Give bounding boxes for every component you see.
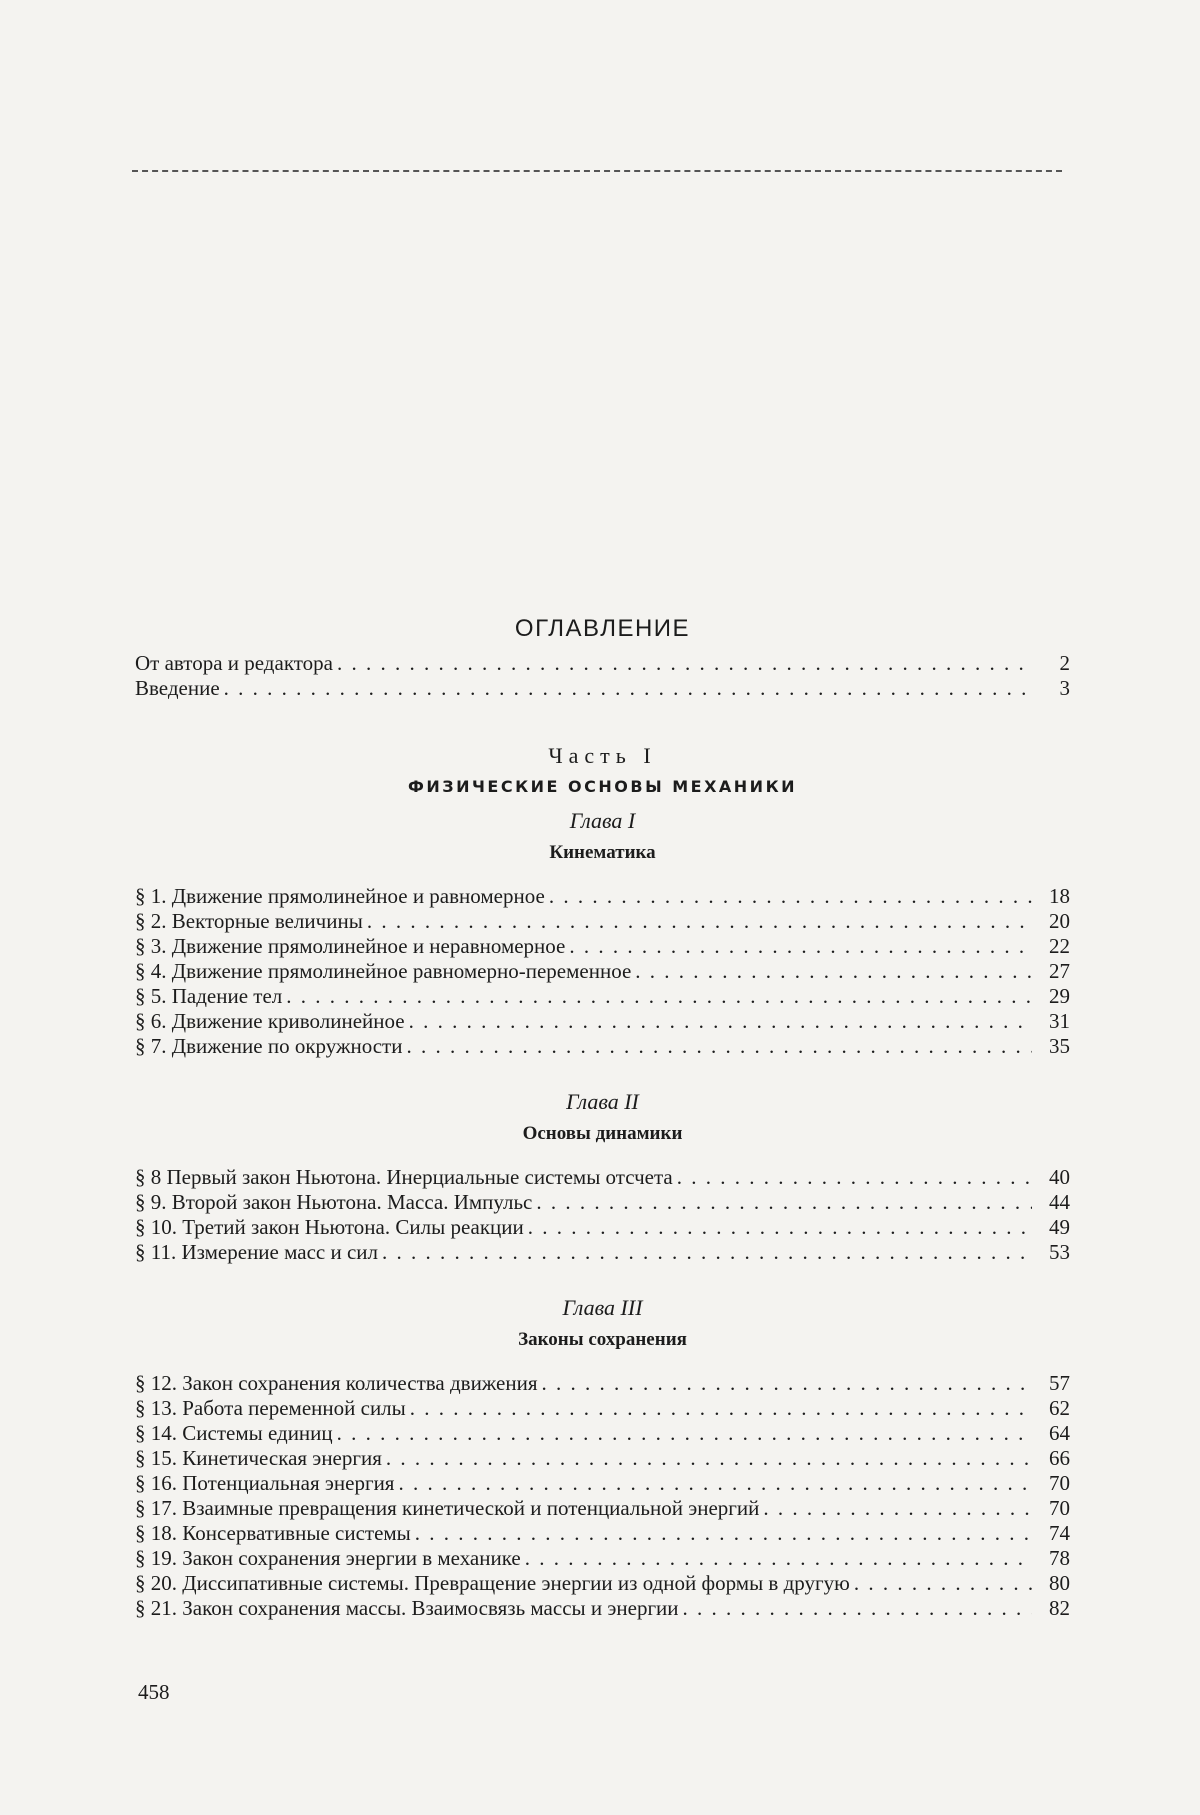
leader-dots: [406, 1034, 1032, 1059]
entry-page: 62: [1049, 1396, 1070, 1420]
table-of-contents: [135, 615, 1070, 1651]
toc-entry[interactable]: [135, 1571, 1070, 1596]
chapter-title: Основы динамики: [522, 1123, 683, 1144]
chapter-label: Глава I: [569, 808, 636, 833]
entry-title: § 10. Третий закон Ньютона. Силы реакции: [135, 1215, 524, 1239]
toc-entry[interactable]: [135, 1165, 1070, 1190]
toc-entry[interactable]: [135, 934, 1070, 959]
entry-title: Введение: [135, 676, 220, 700]
entry-page: 82: [1049, 1596, 1070, 1620]
leader-dots: [398, 1471, 1032, 1496]
leader-dots: [525, 1546, 1032, 1571]
entry-page: 70: [1049, 1496, 1070, 1520]
entry-title: § 4. Движение прямолинейное равномерно-переменное: [135, 959, 632, 983]
toc-entry[interactable]: [135, 1396, 1070, 1421]
entry-title: § 13. Работа переменной силы: [135, 1396, 406, 1420]
toc-entry[interactable]: [135, 676, 1070, 701]
leader-dots: [382, 1240, 1032, 1265]
leader-dots: [410, 1396, 1032, 1421]
entry-title: § 12. Закон сохранения количества движения: [135, 1371, 538, 1395]
entry-title: § 5. Падение тел: [135, 984, 283, 1008]
toc-entry[interactable]: [135, 1496, 1070, 1521]
top-rule: [132, 170, 1062, 172]
chapter-label: Глава II: [566, 1089, 639, 1114]
toc-entry[interactable]: [135, 1471, 1070, 1496]
chapter-sections: [135, 1165, 1070, 1265]
entry-page: 70: [1049, 1471, 1070, 1495]
chapter-title: Кинематика: [549, 842, 656, 863]
entry-page: 74: [1049, 1521, 1070, 1545]
entry-title: § 21. Закон сохранения массы. Взаимосвязь массы и энергии: [135, 1596, 679, 1620]
entry-page: 64: [1049, 1421, 1070, 1445]
chapter-sections: [135, 884, 1070, 1059]
toc-entry[interactable]: [135, 909, 1070, 934]
leader-dots: [635, 959, 1032, 984]
toc-entry[interactable]: [135, 1521, 1070, 1546]
toc-title: ОГЛАВЛЕНИЕ: [514, 615, 691, 642]
entry-page: 31: [1049, 1009, 1070, 1033]
leader-dots: [409, 1009, 1032, 1034]
entry-page: 2: [1059, 651, 1070, 675]
entry-page: 40: [1049, 1165, 1070, 1189]
entry-title: § 20. Диссипативные системы. Превращение энергии из одной формы в другую: [135, 1571, 850, 1595]
entry-page: 44: [1049, 1190, 1070, 1214]
toc-entry[interactable]: [135, 959, 1070, 984]
toc-entry[interactable]: [135, 1034, 1070, 1059]
leader-dots: [569, 934, 1032, 959]
leader-dots: [337, 651, 1032, 676]
toc-entry[interactable]: [135, 884, 1070, 909]
toc-entry[interactable]: [135, 1240, 1070, 1265]
leader-dots: [677, 1165, 1032, 1190]
entry-page: 49: [1049, 1215, 1070, 1239]
leader-dots: [528, 1215, 1032, 1240]
toc-entry[interactable]: [135, 1546, 1070, 1571]
entry-title: § 19. Закон сохранения энергии в механике: [135, 1546, 521, 1570]
toc-entry[interactable]: [135, 1215, 1070, 1240]
chapter-sections: [135, 1371, 1070, 1621]
entry-title: § 6. Движение криволинейное: [135, 1009, 405, 1033]
toc-entry[interactable]: [135, 1446, 1070, 1471]
entry-page: 53: [1049, 1240, 1070, 1264]
entry-title: § 1. Движение прямолинейное и равномерное: [135, 884, 545, 908]
entry-page: 29: [1049, 984, 1070, 1008]
entry-title: § 14. Системы единиц: [135, 1421, 333, 1445]
entry-page: 3: [1059, 676, 1070, 700]
entry-title: § 7. Движение по окружности: [135, 1034, 403, 1058]
leader-dots: [415, 1521, 1032, 1546]
toc-entry[interactable]: [135, 984, 1070, 1009]
toc-entry[interactable]: [135, 1009, 1070, 1034]
entry-title: От автора и редактора: [135, 651, 333, 675]
toc-entry[interactable]: [135, 1371, 1070, 1396]
leader-dots: [763, 1496, 1032, 1521]
entry-title: § 15. Кинетическая энергия: [135, 1446, 382, 1470]
chapter-label: Глава III: [562, 1295, 643, 1320]
entry-page: 18: [1049, 884, 1070, 908]
front-matter: [135, 651, 1070, 701]
entry-page: 27: [1049, 959, 1070, 983]
leader-dots: [536, 1190, 1032, 1215]
entry-page: 80: [1049, 1571, 1070, 1595]
entry-page: 66: [1049, 1446, 1070, 1470]
leader-dots: [386, 1446, 1032, 1471]
entry-title: § 9. Второй закон Ньютона. Масса. Импульс: [135, 1190, 533, 1214]
leader-dots: [367, 909, 1032, 934]
leader-dots: [337, 1421, 1032, 1446]
part-label: Часть I: [548, 743, 657, 768]
leader-dots: [224, 676, 1032, 701]
entry-title: § 18. Консервативные системы: [135, 1521, 411, 1545]
entry-page: 22: [1049, 934, 1070, 958]
leader-dots: [542, 1371, 1033, 1396]
entry-page: 57: [1049, 1371, 1070, 1395]
toc-entry[interactable]: [135, 1190, 1070, 1215]
leader-dots: [854, 1571, 1032, 1596]
chapter-title: Законы сохранения: [518, 1329, 687, 1350]
entry-page: 20: [1049, 909, 1070, 933]
entry-title: § 17. Взаимные превращения кинетической и потенциальной энергий: [135, 1496, 760, 1520]
entry-title: § 16. Потенциальная энергия: [135, 1471, 395, 1495]
toc-entry[interactable]: [135, 651, 1070, 676]
leader-dots: [286, 984, 1032, 1009]
leader-dots: [683, 1596, 1032, 1621]
toc-entry[interactable]: [135, 1421, 1070, 1446]
entry-title: § 8 Первый закон Ньютона. Инерциальные системы отсчета: [135, 1165, 673, 1189]
page-number: 458: [138, 1680, 170, 1704]
entry-title: § 2. Векторные величины: [135, 909, 363, 933]
toc-entry[interactable]: [135, 1596, 1070, 1621]
entry-page: 78: [1049, 1546, 1070, 1570]
leader-dots: [549, 884, 1032, 909]
part-title: ФИЗИЧЕСКИЕ ОСНОВЫ МЕХАНИКИ: [407, 777, 798, 796]
entry-page: 35: [1049, 1034, 1070, 1058]
entry-title: § 3. Движение прямолинейное и неравномерное: [135, 934, 566, 958]
entry-title: § 11. Измерение масс и сил: [135, 1240, 378, 1264]
